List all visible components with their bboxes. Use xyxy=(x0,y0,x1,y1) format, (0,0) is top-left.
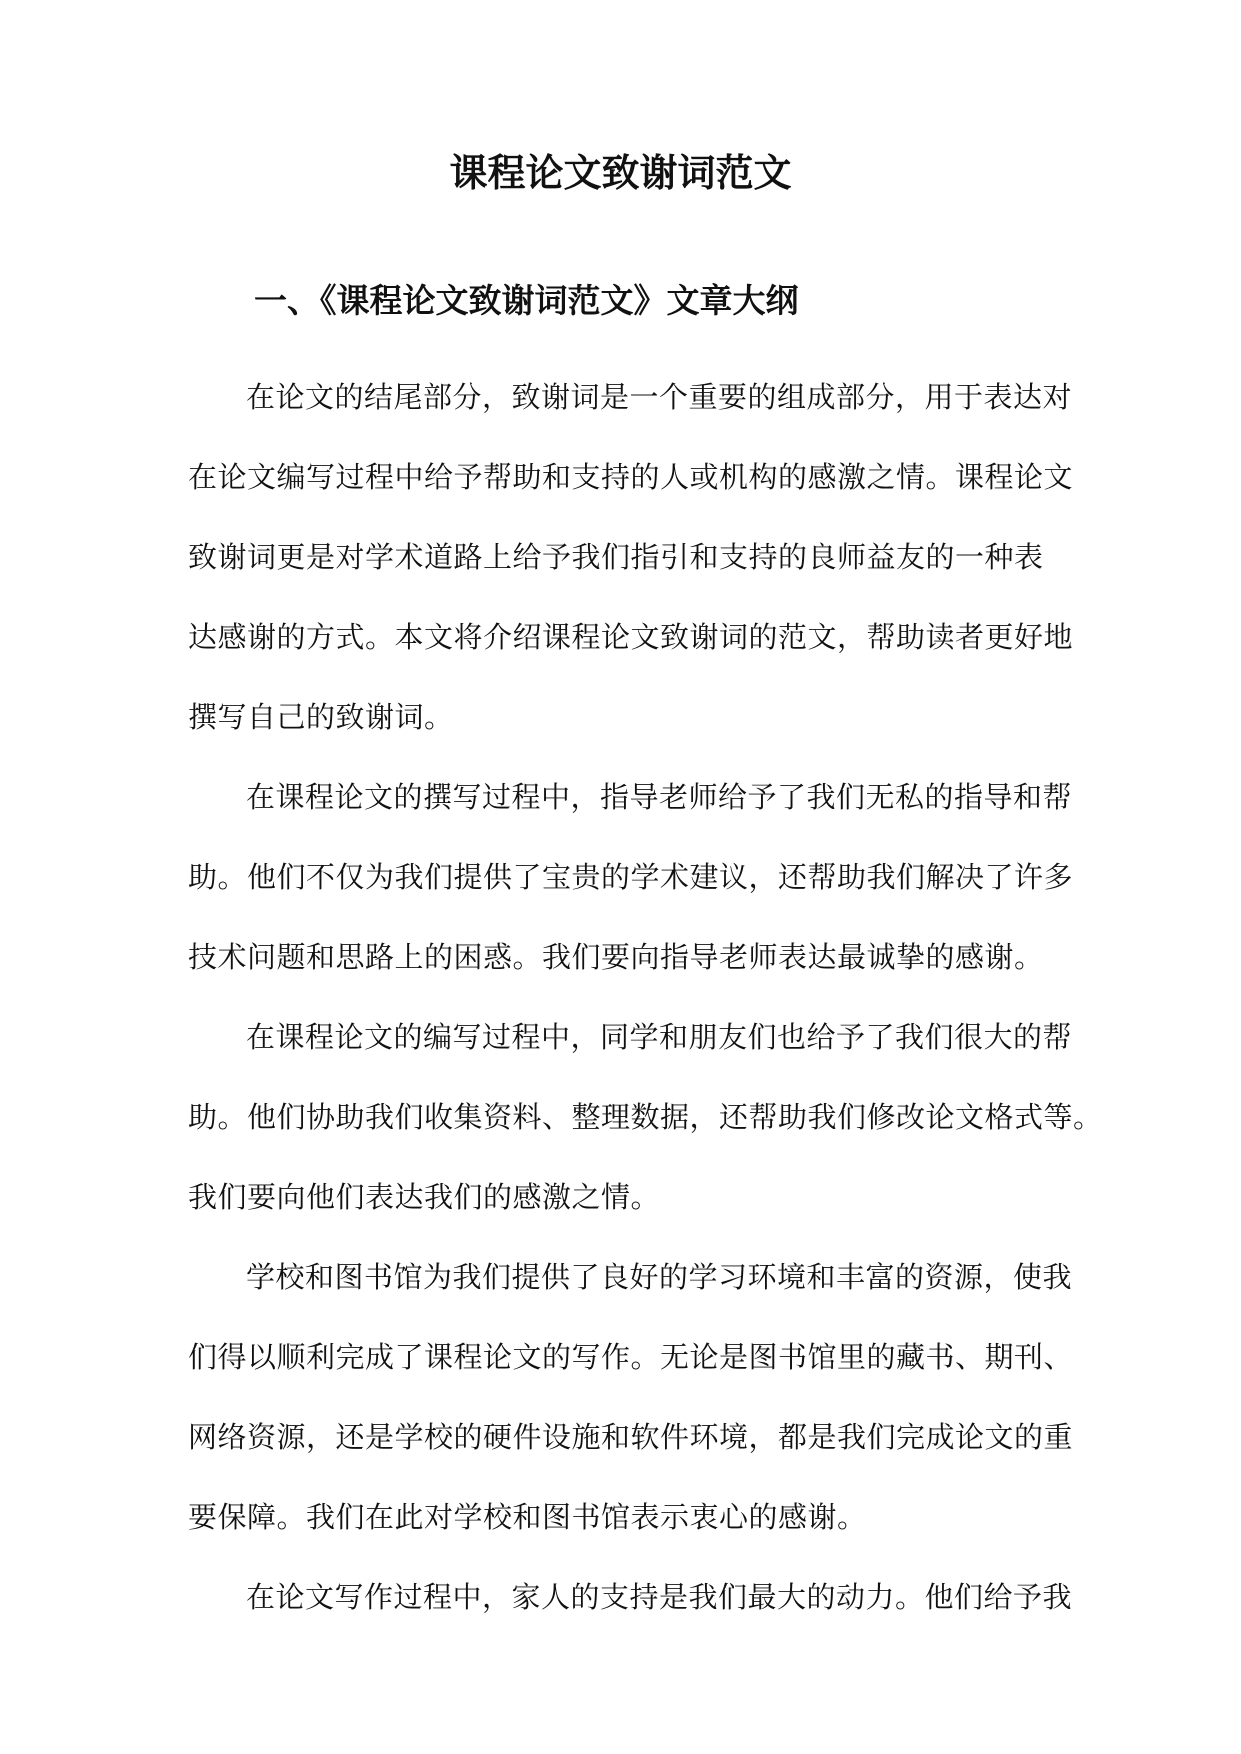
paragraph xyxy=(188,757,1074,997)
text-line: 在课程论文的撰写过程中，指导老师给予了我们无私的指导和帮 xyxy=(246,780,1073,814)
text-line: 在论文的结尾部分，致谢词是一个重要的组成部分，用于表达对 xyxy=(246,380,1073,414)
text-line: 学校和图书馆为我们提供了良好的学习环境和丰富的资源，使我 xyxy=(246,1260,1073,1294)
text-line: 我们要向他们表达我们的感激之情。 xyxy=(188,1180,661,1214)
text-line: 网络资源，还是学校的硬件设施和软件环境，都是我们完成论文的重 xyxy=(188,1420,1074,1454)
text-line: 致谢词更是对学术道路上给予我们指引和支持的良师益友的一种表 xyxy=(188,540,1044,574)
paragraph xyxy=(188,997,1103,1237)
text-line: 在论文编写过程中给予帮助和支持的人或机构的感激之情。课程论文 xyxy=(188,460,1074,494)
document-title: 课程论文致谢词范文 xyxy=(449,150,792,195)
text-line: 技术问题和思路上的困惑。我们要向指导老师表达最诚挚的感谢。 xyxy=(188,940,1044,974)
paragraph xyxy=(188,1237,1074,1557)
text-line: 要保障。我们在此对学校和图书馆表示衷心的感谢。 xyxy=(188,1500,867,1534)
text-line: 助。他们协助我们收集资料、整理数据，还帮助我们修改论文格式等。 xyxy=(188,1100,1103,1134)
text-line: 助。他们不仅为我们提供了宝贵的学术建议，还帮助我们解决了许多 xyxy=(188,860,1074,894)
text-line: 达感谢的方式。本文将介绍课程论文致谢词的范文，帮助读者更好地 xyxy=(188,620,1074,654)
body-text xyxy=(188,357,1103,1637)
text-line: 们得以顺利完成了课程论文的写作。无论是图书馆里的藏书、期刊、 xyxy=(188,1340,1074,1374)
text-line: 在课程论文的编写过程中，同学和朋友们也给予了我们很大的帮 xyxy=(246,1020,1073,1054)
section-heading: 一、《课程论文致谢词范文》文章大纲 xyxy=(254,281,799,320)
paragraph xyxy=(188,357,1074,757)
text-line: 撰写自己的致谢词。 xyxy=(188,700,454,734)
text-line: 在论文写作过程中，家人的支持是我们最大的动力。他们给予我 xyxy=(246,1580,1073,1614)
paragraph xyxy=(188,1557,1073,1637)
